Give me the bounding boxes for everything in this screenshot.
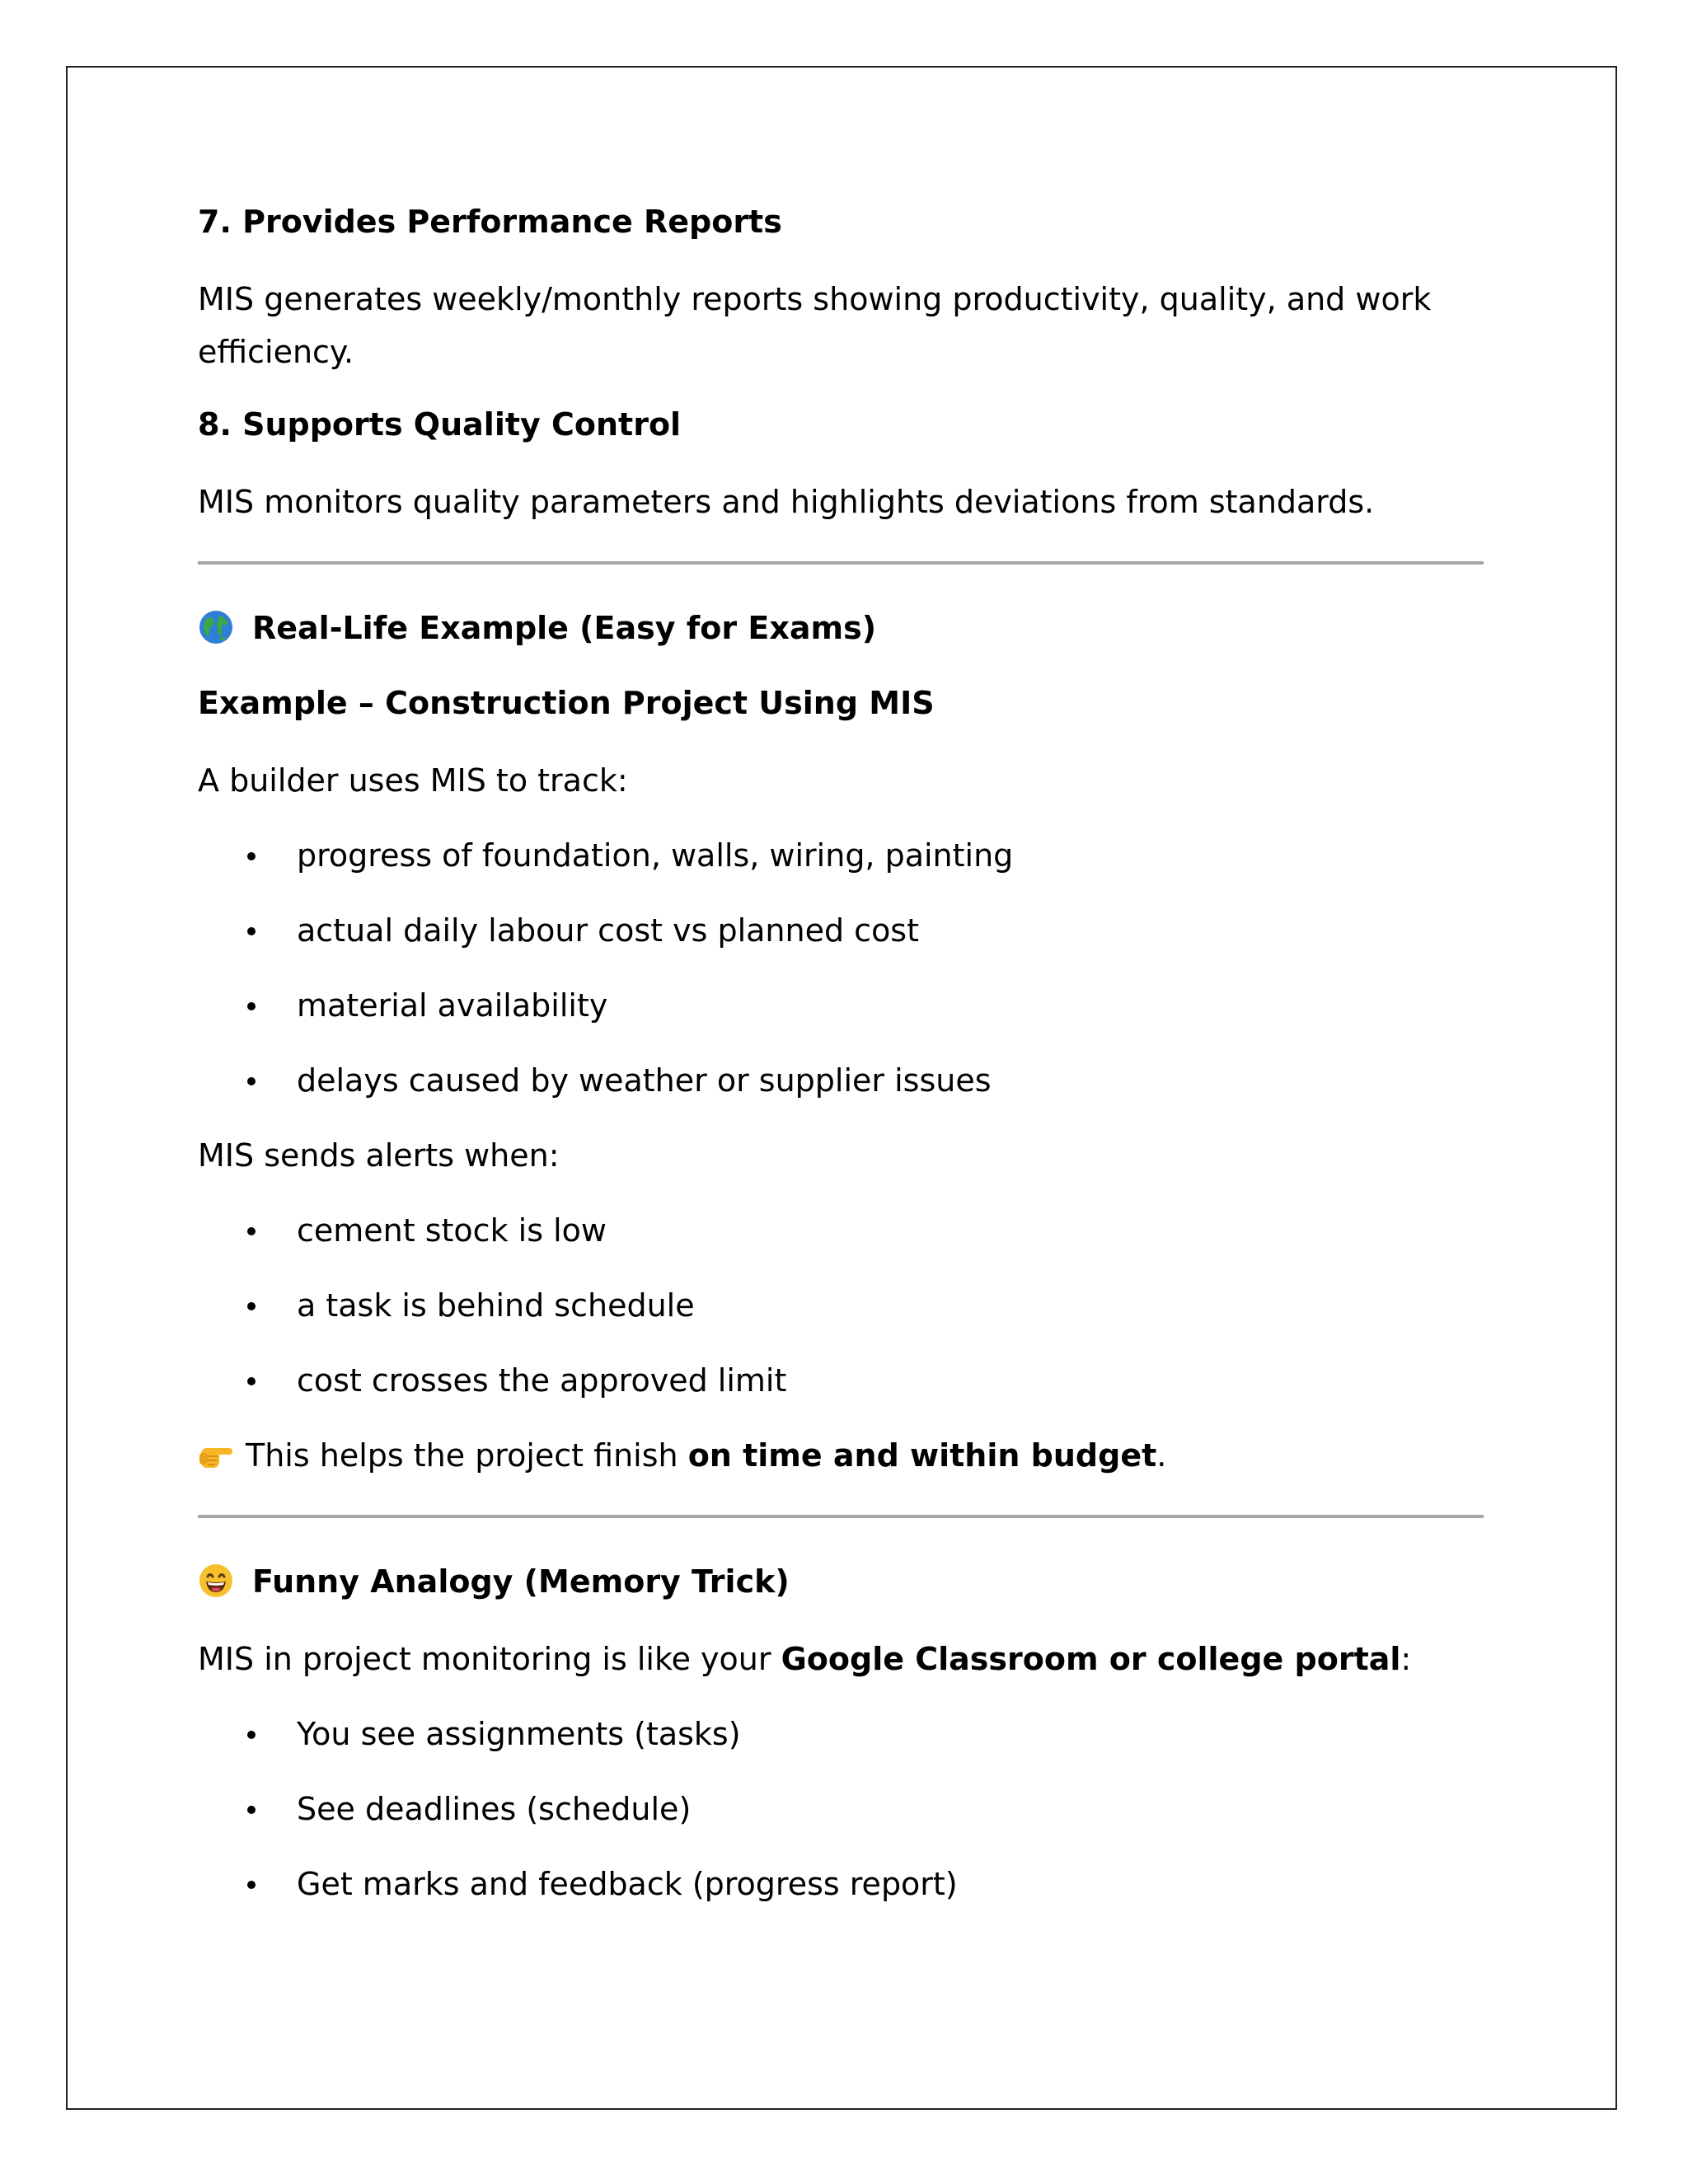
list-item bbox=[198, 1783, 1484, 1835]
bullet-icon bbox=[247, 1731, 256, 1739]
list-item bbox=[198, 1279, 1484, 1332]
example-intro: A builder uses MIS to track: bbox=[198, 762, 628, 799]
list-item-text: Get marks and feedback (progress report) bbox=[297, 1866, 958, 1902]
analogy-intro-suffix: : bbox=[1400, 1641, 1412, 1677]
bullet-icon bbox=[247, 1227, 256, 1235]
list-item bbox=[198, 829, 1484, 882]
bullet-icon bbox=[247, 1377, 256, 1385]
list-item-text: actual daily labour cost vs planned cost bbox=[297, 912, 920, 949]
bullet-icon bbox=[247, 1806, 256, 1814]
list-item-text: You see assignments (tasks) bbox=[297, 1716, 741, 1752]
list-item-text: cement stock is low bbox=[297, 1212, 607, 1249]
globe-icon bbox=[198, 609, 234, 645]
list-item-text: a task is behind schedule bbox=[297, 1287, 695, 1324]
list-item bbox=[198, 979, 1484, 1032]
list-item-text: material availability bbox=[297, 987, 608, 1024]
example-heading-text: Real-Life Example (Easy for Exams) bbox=[252, 610, 877, 646]
list-item bbox=[198, 1054, 1484, 1107]
analogy-list bbox=[198, 1708, 1484, 1910]
list-item-text: progress of foundation, walls, wiring, painting bbox=[297, 837, 1014, 874]
analogy-intro bbox=[198, 1633, 1484, 1685]
document-content bbox=[198, 198, 1484, 1933]
section-7-body: MIS generates weekly/monthly reports showing productivity, quality, and work efficiency. bbox=[198, 281, 1432, 370]
list-item bbox=[198, 1708, 1484, 1760]
section-8-heading: 8. Supports Quality Control bbox=[198, 406, 682, 443]
bullet-icon bbox=[247, 1077, 256, 1085]
grinning-face-icon bbox=[198, 1563, 234, 1599]
analogy-intro-text: MIS in project monitoring is like your bbox=[198, 1641, 781, 1677]
pointing-hand-icon bbox=[198, 1436, 234, 1473]
note-text: This helps the project finish bbox=[246, 1437, 688, 1474]
bullet-icon bbox=[247, 1881, 256, 1889]
example-heading bbox=[198, 604, 1484, 652]
example-note bbox=[198, 1429, 1484, 1482]
note-suffix: . bbox=[1156, 1437, 1167, 1474]
analogy-intro-bold: Google Classroom or college portal bbox=[781, 1641, 1401, 1677]
bullet-icon bbox=[247, 852, 256, 860]
track-list bbox=[198, 829, 1484, 1107]
divider bbox=[198, 1515, 1484, 1518]
alerts-list bbox=[198, 1204, 1484, 1407]
analogy-heading bbox=[198, 1558, 1484, 1605]
list-item-text: cost crosses the approved limit bbox=[297, 1362, 787, 1399]
example-subheading: Example – Construction Project Using MIS bbox=[198, 685, 935, 721]
section-8-body: MIS monitors quality parameters and highlights deviations from standards. bbox=[198, 484, 1375, 520]
alerts-intro: MIS sends alerts when: bbox=[198, 1137, 560, 1174]
analogy-heading-text: Funny Analogy (Memory Trick) bbox=[252, 1563, 790, 1600]
bullet-icon bbox=[247, 927, 256, 935]
section-7-heading: 7. Provides Performance Reports bbox=[198, 204, 782, 240]
list-item-text: See deadlines (schedule) bbox=[297, 1791, 692, 1827]
list-item bbox=[198, 1858, 1484, 1910]
bullet-icon bbox=[247, 1302, 256, 1310]
list-item bbox=[198, 1204, 1484, 1257]
bullet-icon bbox=[247, 1002, 256, 1010]
note-bold-text: on time and within budget bbox=[687, 1437, 1157, 1474]
list-item bbox=[198, 904, 1484, 957]
list-item-text: delays caused by weather or supplier issues bbox=[297, 1062, 992, 1099]
divider bbox=[198, 561, 1484, 565]
list-item bbox=[198, 1354, 1484, 1407]
